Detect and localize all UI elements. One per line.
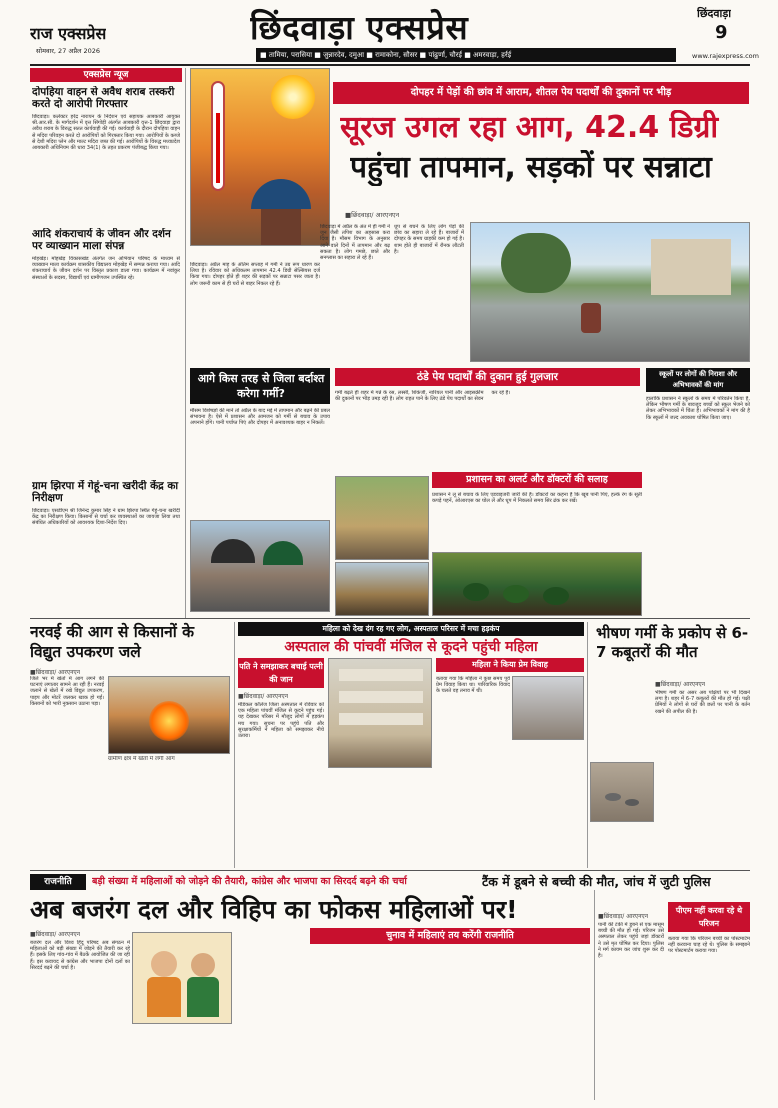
lead-byline: ■छिंदवाड़ा/ आरएनएन [345,211,400,219]
issue-date: सोमवार, 27 अप्रैल 2026 [36,47,101,55]
pigeon-byline: ■छिंदवाड़ा/ आरएनएन [655,681,706,688]
sidebar-story-3-body: छिंदवाड़ा। एसडीएम श्री जिनेन्द्र कुमार सिंह ने ग्राम झिरपा स्थित गेहूं-चना खरीदी केंद्र का निरीक्षण किया। किसानों से चर्चा कर व्यवस्थाओं का जायजा लिया तथा संबंधित अधिकारियों को आवश्यक दिशा-निर्देश दिए। [32,508,180,527]
lead-body-col-1: छिंदवाड़ा। अप्रैल माह के अंतिम सप्ताह में गर्मी ने उग्र रूप धारण कर लिया है। रविवार को अधिकतम तापमान 42.4 डिग्री सेल्सियस दर्ज किया गया। दोपहर होते ही शहर की सड़कों पर सन्नाटा पसर जाता है। लोग जरूरी काम से ही घरों से बाहर निकल रहे हैं। [190,262,320,287]
fire-body: जिले भर में खेतों में आग लगने की घटनाएं लगातार सामने आ रही हैं। नरवई जलाने से खेतों में रखे विद्युत उपकरण, पाइप और मोटरें जलकर खाक हो गईं। किसानों को भारी नुकसान उठाना पड़ा। [30,676,104,707]
question-body: मौसम विशेषज्ञों की मानें तो अप्रैल के बाद मई में तापमान और बढ़ने की प्रबल संभावना है। ऐसे में प्रशासन और आमजन को गर्मी से बचाव के उपाय अपनाने होंगे। पानी पर्याप्त पिएं और दोपहर में अनावश्यक बाहर न निकलें। [190,408,330,427]
cold-drinks-headline: ठंडे पेय पदार्थों की दुकान हुई गुलजार [335,368,640,386]
police-headline: पीएम नहीं करवा रहे थे परिजन [675,906,743,928]
politics-subhead: चुनाव में महिलाएं तय करेंगी राजनीति [310,928,590,944]
admin-headline: प्रशासन का अलर्ट और डॉक्टरों की सलाह [432,472,642,488]
schools-box [646,368,750,392]
women-umbrella-photo [190,520,330,612]
police-box [668,902,750,932]
sun-graphic [271,75,315,119]
hospital-headline: अस्पताल की पांचवीं मंजिल से कूदने पहुंची महिला [284,639,538,655]
pigeon-photo [590,762,654,822]
police-body: बताया गया कि परिजन बच्ची का पोस्टमार्टम नहीं करवाना चाह रहे थे। पुलिस के समझाने पर पोस्टमार्टम कराया गया। [668,936,750,955]
schools-body: हालांकि प्रशासन ने स्कूलों के समय में परिवर्तन किया है, लेकिन भीषण गर्मी के बावजूद बच्चों को स्कूल भेजने को लेकर अभिभावकों में चिंता है। अभिभावकों ने मांग की है कि स्कूलों में जल्द अवकाश घोषित किया जाए। [646,396,750,421]
sidebar-story-1-body: छिंदवाड़ा। कलेक्टर हरेंद्र नारायन के निर्देशन एवं सहायक आबकारी आयुक्त श्री.आर.सी. के मार्गदर्शन में वृत्त सिंगोड़ी अंतर्गत आबकारी वृत्त-1 छिंदवाड़ा द्वारा अवैध शराब के विरुद्ध सतत कार्यवाही की गई। कार्यवाही के दौरान दोपहिया वाहन से मदिरा परिवहन करते दो आरोपियों को गिरफ्तार किया गया। आरोपियों के कब्जे से देशी मदिरा प्लेन और माल्ट मदिरा जब्त की गई। आरोपियों के विरुद्ध मध्यप्रदेश आबकारी अधिनियम की धारा 34(1) के तहत प्रकरण पंजीबद्ध किया गया। [32,114,180,152]
lead-headline-line-2: पहुंचा तापमान, सड़कों पर सन्नाटा [350,150,712,185]
website: www.rajexpress.com [692,52,759,60]
hospital-side-headline: महिला ने किया प्रेम विवाह [436,658,584,672]
sidebar [30,68,182,628]
tank-byline: ■छिंदवाड़ा/ आरएनएन [598,913,649,920]
sidebar-header: एक्सप्रेस न्यूज [30,68,182,82]
schools-headline: स्कूलों पर लोगों की निराशा और अभिभावकों की मांग [659,370,737,389]
regions-strip: ■ तामिया, परासिया ■ जुन्नारदेव, दमुआ ■ रामाकोना, सौसर ■ पांढुर्णा, चौरई ■ अमरवाड़ा, हर्रई [256,48,676,62]
cold-drinks-body: गर्मी बढ़ते ही शहर में गन्ने के रस, लस्सी, शिकंजी, नारियल पानी और आइसक्रीम की दुकानों पर भीड़ उमड़ रही है। लोग राहत पाने के लिए ठंडे पेय पदार्थों का सेवन कर रहे हैं। [335,390,511,403]
lead-headline-line-1: सूरज उगल रहा आग, 42.4 डिग्री [340,110,719,145]
hospital-body: मेडिकल कॉलेज जिला अस्पताल में रविवार को एक महिला पांचवीं मंजिल से कूदने पहुंच गई। यह देखकर परिसर में मौजूद लोगों में हड़कंप मच गया। सूचना पर पहुंचे पति और सुरक्षाकर्मियों ने महिला को समझाकर नीचे उतारा। [238,702,324,740]
hospital-tag: पति ने समझाकर बचाई पत्नी की जान [238,658,324,688]
politics-tag: राजनीति [30,874,86,890]
hospital-person-photo [512,676,584,740]
politics-headline: अब बजरंग दल और विहिप का फोकस महिलाओं पर! [30,895,518,924]
masthead [0,0,778,66]
page-city: छिंदवाड़ा [697,7,732,20]
pigeon-headline-span: भीषण गर्मी के प्रकोप से 6-7 कबूतरों की मौत [596,624,749,661]
politics-body-col-2 [236,948,590,1100]
left-brand: राज एक्सप्रेस [30,24,107,43]
field-fire-photo [108,676,230,754]
heat-photo [190,68,330,246]
sidebar-story-1-headline: दोपहिया वाहन से अवैध शराब तस्करी करते दो आरोपी गिरफ्तार [32,86,175,110]
cold-drink-stall-photo [335,476,429,560]
pigeon-headline-display [600,622,750,623]
politics-kicker: बड़ी संख्या में महिलाओं को जोड़ने की तैयारी, कांग्रेस और भाजपा का सिरदर्द बढ़ने की चर्चा [92,876,407,887]
hospital-byline: ■छिंदवाड़ा/ आरएनएन [238,693,289,700]
politics-cartoon [132,932,232,1024]
hospital-body-col-2 [328,772,432,866]
tank-headline-text [482,874,750,890]
lead-body-col-3: धूप से बचने के लिए लोग पेड़ों की छांव का सहारा ले रहे हैं। बाजारों में दोपहर के समय ग्राहकी कम हो गई है। शाम होते ही बाजारों में रौनक लौटती है। [394,224,464,255]
tank-body: पानी की टंकी में डूबने से एक मासूम बच्ची की मौत हो गई। परिजन उसे अस्पताल लेकर पहुंचे जहां डॉक्टरों ने उसे मृत घोषित कर दिया। पुलिस ने मर्ग कायम कर जांच शुरू कर दी है। [598,922,664,960]
pigeon-body: भीषण गर्मी का असर अब पक्षियों पर भी दिखने लगा है। शहर में 6-7 कबूतरों की मौत हो गई। पक्षी प्रेमियों ने लोगों से घरों की छतों पर पानी के बर्तन रखने की अपील की है। [655,690,750,715]
politics-body: बजरंग दल और विश्व हिंदू परिषद अब संगठन में महिलाओं को बड़ी संख्या में जोड़ने की तैयारी कर रहे हैं। इसके लिए गांव-गांव में बैठकें आयोजित की जा रही हैं। इस कवायद से कांग्रेस और भाजपा दोनों दलों का सिरदर्द बढ़ने की चर्चा है। [30,940,130,971]
paper-title: छिंदवाड़ा एक्सप्रेस [250,8,469,47]
tank-headline-span: टैंक में डूबने से बच्ची की मौत, जांच में जुटी पुलिस [482,874,711,889]
sidebar-story-2-headline: आदि शंकराचार्य के जीवन और दर्शन पर व्याख्यान माला संपन्न [32,228,171,252]
admin-body: प्रशासन ने लू से बचाव के लिए एडवाइजरी जारी की है। डॉक्टरों का कहना है कि खूब पानी पिएं, हल्के रंग के सूती कपड़े पहनें, ओआरएस का घोल लें और धूप में निकलते समय सिर ढंक कर रखें। [432,492,642,505]
hospital-building-photo [328,658,432,768]
sidebar-story-2-body: मोहखेड़। मोहखेड़ विकासखंड अंतर्गत जन अभियान परिषद के माध्यम से व्याख्यान माला कार्यक्रम शासकीय विद्यालय मोहखेड़ में सम्पन्न कराया गया। आदि शंकराचार्य के जीवन दर्शन पर विस्तृत प्रकाश डाला गया। कार्यक्रम में नवांकुर संस्थाओं के सदस्य, विद्यार्थी एवं ग्रामीणजन उपस्थित रहे। [32,256,180,281]
road-photo [470,222,750,362]
watermelon-photo [432,552,642,616]
umbrella-person [251,179,311,209]
fire-byline: ■छिंदवाड़ा/ आरएनएन [30,669,81,676]
politics-byline: ■छिंदवाड़ा/ आरएनएन [30,931,81,938]
question-headline: आगे किस तरह से जिला बर्दाश्त करेगा गर्मी? [197,372,325,400]
hospital-side-body: बताया गया कि महिला ने कुछ समय पूर्व प्रेम विवाह किया था। पारिवारिक विवाद के चलते वह तनाव में थी। [436,676,510,695]
question-box [190,368,330,404]
hospital-kicker: महिला को देख दंग रह गए लोग, अस्पताल परिसर में मचा हड़कंप [238,622,584,636]
page-number: 9 [715,22,728,43]
fire-caption: ग्रामीण क्षेत्र में खेतों में लगी आग [108,756,175,762]
pigeon-headline-text [596,624,752,662]
fire-headline: नरवई की आग से किसानों के विद्युत उपकरण जले [30,623,195,661]
sugarcane-stall-photo [335,562,429,616]
lead-body-col-2: छिंदवाड़ा में अप्रैल के अंत में ही गर्मी ने जून जैसी तपिश का अहसास करा दिया है। मौसम विभाग के अनुसार आने वाले दिनों में तापमान और बढ़ सकता है। लोग गमछे, छाते और सनग्लास का सहारा ले रहे हैं। [320,224,390,262]
sidebar-story-3-headline: ग्राम झिरपा में गेहूं-चना खरीदी केंद्र का निरीक्षण [32,480,179,504]
lead-kicker: दोपहर में पेड़ों की छांव में आराम, शीतल पेय पदार्थों की दुकानों पर भीड़ [333,82,749,104]
thermometer-icon [211,81,225,191]
fire-body-col-2 [108,770,230,866]
